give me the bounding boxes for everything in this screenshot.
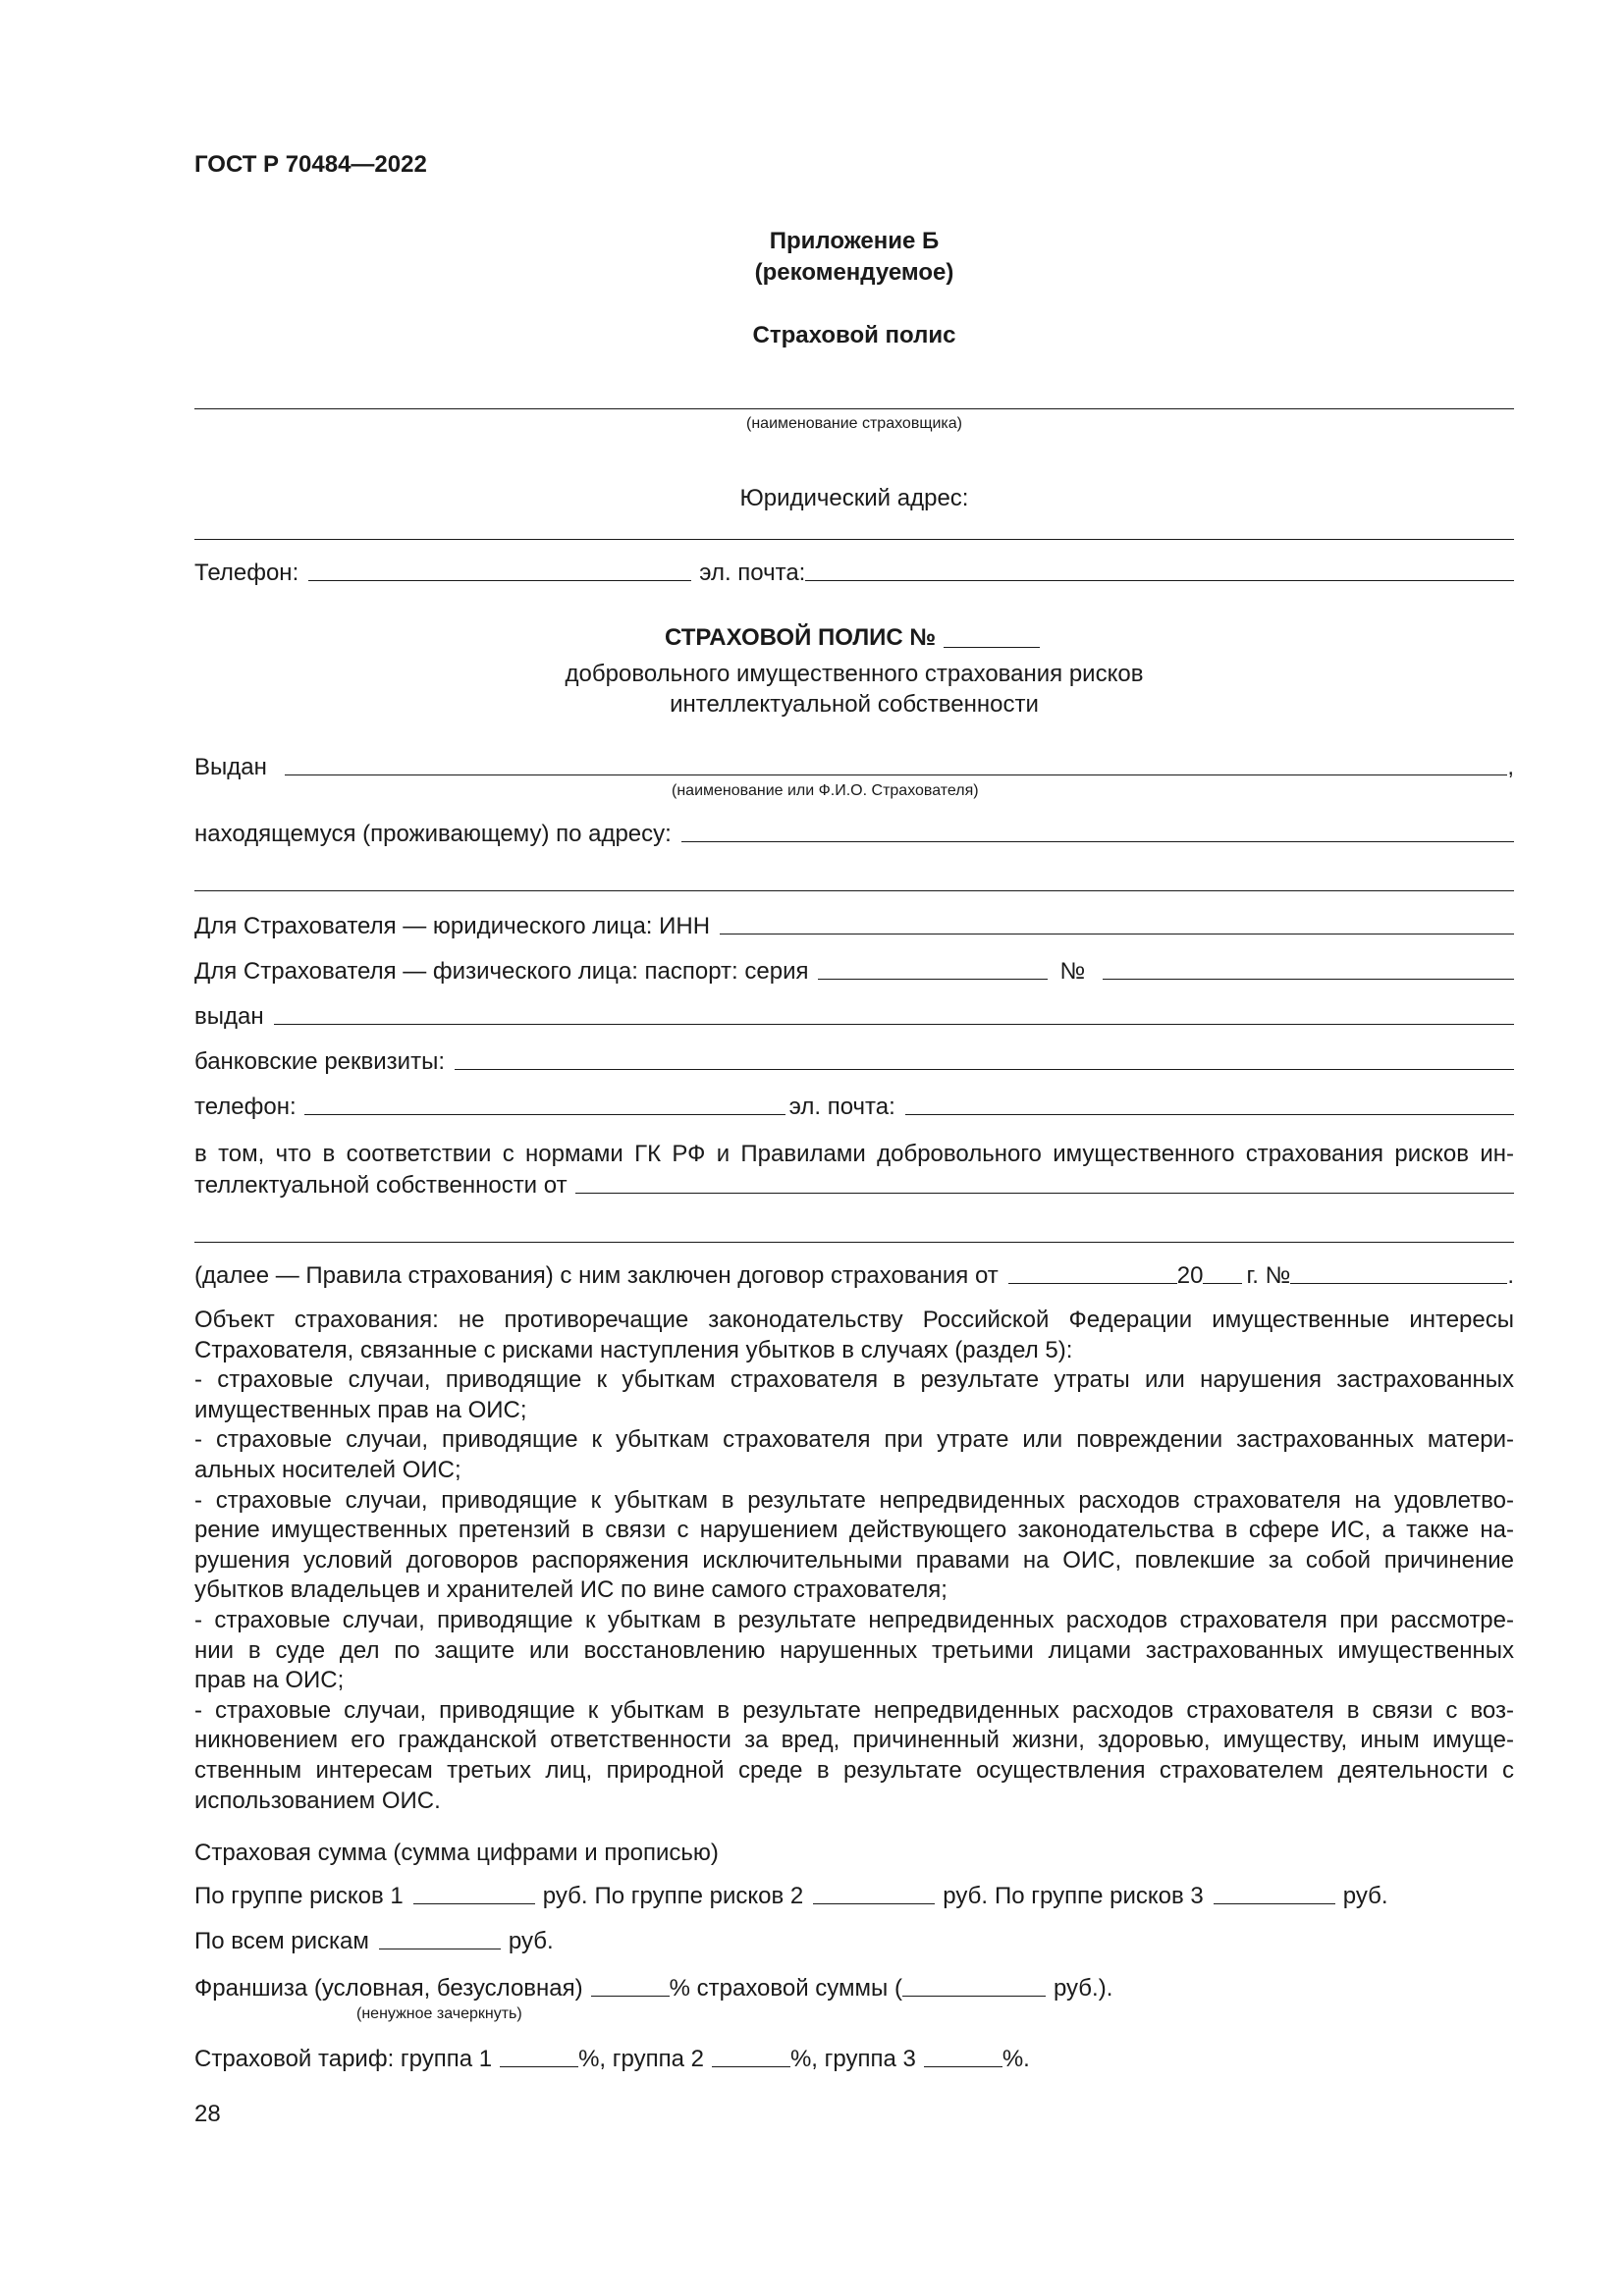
group1-label: По группе рисков 1 (194, 1883, 404, 1909)
group1-rub: руб. (542, 1883, 588, 1909)
group1-field[interactable] (413, 1903, 535, 1904)
object-line: нии в суде дел по защите или восстановлению нарушенных третьими лицами застрахованных имущественных (194, 1636, 1514, 1664)
appendix-name: Страховой полис (752, 322, 956, 348)
bank-label: банковские реквизиты: (194, 1048, 445, 1075)
tariff-g2-label: %, группа 2 (578, 2046, 704, 2072)
phone2-field[interactable] (304, 1114, 785, 1115)
object-line: Страхователя, связанные с рисками наступления убытков в случаях (раздел 5): (194, 1336, 1073, 1363)
individual-label: Для Страхователя — физического лица: паспорт: серия (194, 958, 809, 985)
insurer-name-line (194, 408, 1514, 409)
address-label: находящемуся (проживающему) по адресу: (194, 821, 672, 847)
object-line: никновением его гражданской ответственности за вред, причиненный жизни, здоровью, имуществу, иным имуще- (194, 1727, 1514, 1754)
sum-title: Страховая сумма (сумма цифрами и прописью) (194, 1840, 719, 1866)
email-label: эл. почта: (699, 560, 806, 586)
deductible-caption: (ненужное зачеркнуть) (356, 2005, 522, 2022)
passport-number-label: № (1059, 958, 1086, 985)
bank-details-field[interactable] (455, 1069, 1514, 1070)
contract-year-suffix: г. № (1246, 1262, 1291, 1289)
passport-issued-label: выдан (194, 1003, 264, 1030)
rules-label: теллектуальной собственности от (194, 1172, 568, 1199)
contract-number-field[interactable] (1290, 1283, 1507, 1284)
object-line: ственным интересам третьих лиц, природной среде в результате осуществления страхователем деятельности с (194, 1756, 1514, 1784)
deductible-row (194, 1973, 1112, 2002)
legal-address-label: Юридический адрес: (739, 485, 969, 511)
passport-issued-field[interactable] (274, 1024, 1514, 1025)
insurer-contacts-row (194, 558, 1514, 587)
legal-address-line (194, 539, 1514, 540)
bank-row (194, 1046, 1514, 1076)
deductible-label: Франшиза (условная, безусловная) (194, 1975, 583, 2002)
policy-title-row (665, 624, 1040, 652)
contract-year-field[interactable] (1203, 1283, 1242, 1284)
object-line: - страховые случаи, приводящие к убыткам в результате непредвиденных расходов страхователя на удовлетво- (194, 1486, 1514, 1514)
page-number: 28 (194, 2101, 221, 2127)
deductible-rub-field[interactable] (902, 1996, 1046, 1997)
issued-comma: , (1507, 754, 1514, 780)
email-field[interactable] (805, 580, 1514, 581)
passport-series-field[interactable] (818, 979, 1048, 980)
address-row (194, 819, 1514, 848)
rules-date-field[interactable] (575, 1193, 1514, 1194)
passport-issued-row (194, 1001, 1514, 1031)
policyholder-caption: (наименование или Ф.И.О. Страхователя) (672, 782, 979, 799)
insurance-object (194, 1306, 1514, 1816)
tariff-label: Страховой тариф: группа 1 (194, 2046, 493, 2072)
sum-groups-row (194, 1881, 1388, 1910)
contract-date-field[interactable] (1008, 1283, 1177, 1284)
object-line: прав на ОИС; (194, 1667, 345, 1694)
policy-title: СТРАХОВОЙ ПОЛИС № (665, 624, 937, 651)
tariff-g3-label: %, группа 3 (789, 2046, 916, 2072)
legal-entity-row (194, 911, 1514, 940)
object-line: рение имущественных претензий в связи с нарушением действующего законодательства в сфере ИС, а также на- (194, 1517, 1514, 1544)
insurer-caption: (наименование страховщика) (746, 415, 962, 432)
rules-row (194, 1170, 1514, 1200)
object-line: - страховые случаи, приводящие к убыткам в результате непредвиденных расходов страхователя в связи с воз- (194, 1696, 1514, 1724)
deductible-percent-field[interactable] (591, 1996, 670, 1997)
phone2-label: телефон: (194, 1094, 297, 1120)
rules-line-1: в том, что в соответствии с нормами ГК РФ и Правилами добровольного имущественного страхования рисков ин- (194, 1141, 1514, 1167)
object-line: альных носителей ОИС; (194, 1456, 461, 1483)
tariff-g1-field[interactable] (500, 2066, 578, 2067)
email2-field[interactable] (905, 1114, 1514, 1115)
policy-subtitle-2: интеллектуальной собственности (670, 691, 1039, 718)
all-risks-label: По всем рискам (194, 1928, 369, 1954)
all-risks-rub: руб. (508, 1928, 554, 1954)
tariff-end: %. (1001, 2046, 1030, 2072)
address-field[interactable] (681, 841, 1514, 842)
tariff-row (194, 2044, 1030, 2073)
group2-field[interactable] (813, 1903, 935, 1904)
object-line: использованием ОИС. (194, 1787, 441, 1814)
policyholder-contacts-row (194, 1092, 1514, 1121)
deductible-end: руб.). (1053, 1975, 1113, 2002)
email2-label: эл. почта: (788, 1094, 895, 1120)
policy-subtitle-1: добровольного имущественного страхования рисков (565, 661, 1144, 687)
object-line: Объект страхования: не противоречащие законодательству Российской Федерации имущественные интересы (194, 1307, 1514, 1333)
group3-label: По группе рисков 3 (995, 1883, 1204, 1909)
group3-field[interactable] (1214, 1903, 1335, 1904)
rules-line-2[interactable] (194, 1242, 1514, 1243)
object-line: - страховые случаи, приводящие к убыткам страхователя при утрате или повреждении застрахованных матери- (194, 1426, 1514, 1454)
object-line: - страховые случаи, приводящие к убыткам в результате непредвиденных расходов страхователя при рассмотре- (194, 1606, 1514, 1633)
policy-number-field[interactable] (944, 647, 1040, 648)
policyholder-name-field[interactable] (285, 774, 1507, 775)
sum-all-row (194, 1926, 554, 1955)
group2-label: По группе рисков 2 (594, 1883, 804, 1909)
appendix-status: (рекомендуемое) (754, 259, 954, 286)
tariff-g2-field[interactable] (712, 2066, 790, 2067)
object-line: - страховые случаи, приводящие к убыткам страхователя в результате утраты или нарушения застрахованных (194, 1366, 1514, 1394)
issued-row (194, 752, 1514, 781)
contract-end: . (1507, 1262, 1514, 1289)
document-header: ГОСТ Р 70484—2022 (194, 151, 427, 178)
individual-row (194, 956, 1514, 986)
issued-label: Выдан (194, 754, 267, 780)
deductible-pct-text: % страховой суммы ( (669, 1975, 902, 2002)
address-line-2[interactable] (194, 890, 1514, 891)
group2-rub: руб. (943, 1883, 989, 1909)
object-line: имущественных прав на ОИС; (194, 1396, 527, 1423)
legal-entity-label: Для Страхователя — юридического лица: ИНН (194, 913, 711, 939)
object-line: рушения условий договоров распоряжения исключительными правами на ОИС, повлекшие за собой причинение (194, 1546, 1514, 1574)
passport-number-field[interactable] (1103, 979, 1514, 980)
tariff-g3-field[interactable] (924, 2066, 1002, 2067)
phone-label: Телефон: (194, 560, 299, 586)
object-line: убытков владельцев и хранителей ИС по вине самого страхователя; (194, 1576, 947, 1604)
appendix-title: Приложение Б (769, 228, 940, 254)
phone-field[interactable] (308, 580, 691, 581)
group3-rub: руб. (1342, 1883, 1388, 1909)
contract-row (194, 1260, 1514, 1290)
contract-year: 20 (1176, 1262, 1204, 1289)
contract-label: (далее — Правила страхования) с ним заключен договор страхования от (194, 1262, 999, 1289)
